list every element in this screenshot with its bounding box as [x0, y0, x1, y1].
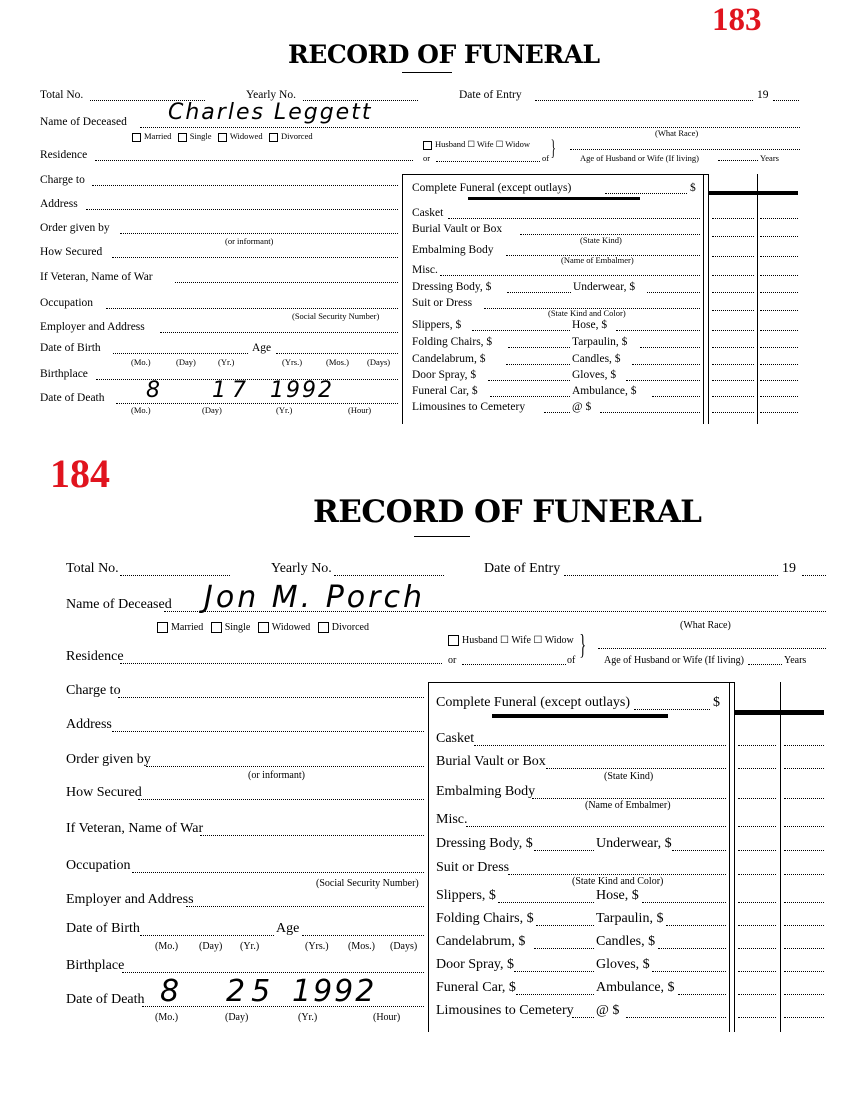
vault-label: Burial Vault or Box: [412, 223, 503, 235]
age-field[interactable]: [276, 353, 398, 354]
charge-to-label: Charge to: [66, 683, 121, 698]
complete-funeral-label: Complete Funeral (except outlays): [412, 182, 572, 194]
residence-field[interactable]: [95, 160, 413, 161]
death-date-field[interactable]: [116, 403, 398, 404]
dressing-label: Dressing Body, $: [436, 836, 533, 851]
date-of-entry-field[interactable]: [564, 575, 778, 576]
limousines-at: @ $: [572, 401, 592, 413]
gloves-field[interactable]: [626, 380, 700, 381]
amount-cell[interactable]: [784, 798, 824, 799]
funeral-car-field[interactable]: [516, 994, 594, 995]
brace: }: [579, 630, 587, 661]
record-form-183: [0, 0, 850, 430]
address-field[interactable]: [112, 731, 424, 732]
dod-day-caption: (Day): [225, 1012, 249, 1023]
amount-cell[interactable]: [738, 1017, 776, 1018]
charge-to-label: Charge to: [40, 174, 85, 186]
dob-day-caption: (Day): [176, 357, 196, 367]
death-month: 8: [146, 378, 160, 403]
misc-field[interactable]: [440, 275, 700, 276]
dressing-field[interactable]: [534, 850, 594, 851]
dod-yr-caption: (Yr.): [276, 405, 293, 415]
funeral-car-field[interactable]: [490, 396, 570, 397]
vault-label: Burial Vault or Box: [436, 754, 546, 769]
amount-cell[interactable]: [738, 971, 776, 972]
age-field[interactable]: [302, 935, 424, 936]
amount-cell[interactable]: [712, 256, 754, 257]
gloves-field[interactable]: [652, 971, 726, 972]
death-date-label: Date of Death: [66, 992, 145, 1007]
chairs-label: Folding Chairs, $: [412, 336, 493, 348]
birth-date-field[interactable]: [113, 353, 248, 354]
widowed-label: Widowed: [271, 622, 311, 633]
suit-label: Suit or Dress: [412, 297, 473, 309]
year-prefix: 19: [782, 561, 796, 576]
residence-label: Residence: [40, 149, 88, 161]
year-prefix: 19: [757, 89, 769, 101]
dob-mo-caption: (Mo.): [155, 941, 179, 952]
spouse-type: [448, 635, 574, 646]
death-day: 25: [226, 974, 277, 1009]
amount-cell[interactable]: [760, 218, 798, 219]
amount-cell[interactable]: [784, 850, 824, 851]
or-label: or: [448, 655, 457, 666]
candelabrum-label: Candelabrum, $: [412, 353, 486, 365]
birthplace-label: Birthplace: [66, 958, 125, 973]
how-secured-field[interactable]: [112, 257, 398, 258]
complete-funeral-field[interactable]: [634, 709, 710, 710]
casket-field[interactable]: [448, 218, 700, 219]
amount-cell[interactable]: [784, 874, 824, 875]
complete-funeral-field[interactable]: [605, 193, 687, 194]
charges-divider-3: [780, 682, 781, 1032]
address-label: Address: [40, 198, 78, 210]
suit-label: Suit or Dress: [436, 860, 510, 875]
amount-cell[interactable]: [784, 994, 824, 995]
residence-field[interactable]: [120, 663, 442, 664]
amount-cell[interactable]: [712, 236, 754, 237]
dressing-field[interactable]: [507, 292, 571, 293]
yearly-no-label: Yearly No.: [246, 89, 296, 101]
amount-cell[interactable]: [712, 380, 754, 381]
ambulance-label: Ambulance, $: [596, 980, 675, 995]
title-underline: [414, 536, 470, 537]
dod-yr-caption: (Yr.): [298, 1012, 318, 1023]
occupation-label: Occupation: [66, 858, 131, 873]
name-field[interactable]: [140, 127, 800, 128]
embalming-field[interactable]: [532, 798, 726, 799]
spouse-age-label: Age of Husband or Wife (If living): [580, 153, 699, 163]
amount-header-bar: [734, 710, 824, 715]
amount-cell[interactable]: [784, 925, 824, 926]
chairs-field[interactable]: [508, 347, 570, 348]
dod-day-caption: (Day): [202, 405, 222, 415]
dod-mo-caption: (Mo.): [155, 1012, 179, 1023]
gloves-label: Gloves, $: [596, 957, 650, 972]
amount-cell[interactable]: [738, 745, 776, 746]
deceased-name: Charles Leggett: [168, 100, 373, 125]
dob-mo-caption: (Mo.): [131, 357, 151, 367]
suit-kind-caption: (State Kind and Color): [572, 876, 664, 887]
hose-field[interactable]: [642, 902, 726, 903]
employer-label: Employer and Address: [66, 892, 194, 907]
husband-checkbox[interactable]: [423, 141, 432, 150]
chairs-label: Folding Chairs, $: [436, 911, 534, 926]
marital-status: [157, 622, 369, 633]
age-days-caption: (Days): [367, 357, 391, 367]
amount-cell[interactable]: [738, 850, 776, 851]
underwear-label: Underwear, $: [573, 281, 636, 293]
tarpaulin-field[interactable]: [666, 925, 726, 926]
veteran-field[interactable]: [175, 282, 398, 283]
page-number: 183: [712, 2, 762, 38]
order-given-label: Order given by: [40, 222, 110, 234]
spouse-type-label: Husband ☐ Wife ☐ Widow: [435, 139, 530, 149]
widowed-label: Widowed: [229, 131, 263, 141]
employer-field[interactable]: [186, 906, 424, 907]
amount-cell[interactable]: [712, 292, 754, 293]
amount-cell[interactable]: [738, 798, 776, 799]
amount-header-bar: [708, 191, 798, 195]
amount-cell[interactable]: [784, 826, 824, 827]
candles-label: Candles, $: [596, 934, 656, 949]
order-given-field[interactable]: [146, 766, 424, 767]
single-checkbox[interactable]: [178, 133, 187, 142]
divorced-label: Divorced: [280, 131, 313, 141]
veteran-label: If Veteran, Name of War: [66, 821, 204, 836]
name-label: Name of Deceased: [40, 116, 127, 128]
amount-cell[interactable]: [712, 396, 754, 397]
limousines-rate-field[interactable]: [626, 1017, 726, 1018]
amount-cell[interactable]: [784, 1017, 824, 1018]
charges-divider-1: [703, 174, 704, 424]
race-field[interactable]: [598, 648, 826, 649]
vault-kind-caption: (State Kind): [604, 771, 654, 782]
funeral-underline: [468, 197, 640, 200]
employer-field[interactable]: [160, 332, 398, 333]
amount-cell[interactable]: [784, 971, 824, 972]
total-no-field[interactable]: [120, 575, 230, 576]
age-mos-caption: (Mos.): [326, 357, 349, 367]
limousines-field[interactable]: [544, 412, 570, 413]
amount-cell[interactable]: [738, 994, 776, 995]
dod-hour-caption: (Hour): [373, 1012, 401, 1023]
casket-label: Casket: [436, 731, 475, 746]
candelabrum-field[interactable]: [534, 948, 594, 949]
charge-to-field[interactable]: [92, 185, 398, 186]
total-no-label: Total No.: [40, 89, 84, 101]
brace: }: [550, 135, 556, 160]
death-year: 1992: [270, 378, 334, 403]
amount-cell[interactable]: [712, 347, 754, 348]
single-label: Single: [224, 622, 251, 633]
married-label: Married: [144, 131, 172, 141]
residence-label: Residence: [66, 649, 124, 664]
amount-cell[interactable]: [760, 275, 798, 276]
ambulance-field[interactable]: [678, 994, 726, 995]
deceased-name: Jon M. Porch: [204, 580, 425, 615]
slippers-label: Slippers, $: [436, 888, 496, 903]
casket-field[interactable]: [474, 745, 726, 746]
limousines-label: Limousines to Cemetery: [436, 1003, 574, 1018]
amount-cell[interactable]: [784, 768, 824, 769]
informant-caption: (or informant): [248, 770, 305, 781]
birthplace-field[interactable]: [122, 972, 424, 973]
charges-divider-2: [708, 174, 709, 424]
spouse-age-field[interactable]: [748, 664, 782, 665]
embalming-label: Embalming Body: [412, 244, 494, 256]
amount-cell[interactable]: [760, 292, 798, 293]
amount-cell[interactable]: [760, 396, 798, 397]
yearly-no-field[interactable]: [334, 575, 444, 576]
years-label: Years: [760, 153, 779, 163]
door-spray-field[interactable]: [488, 380, 570, 381]
charges-left-border: [402, 174, 403, 424]
amount-cell[interactable]: [712, 364, 754, 365]
amount-cell[interactable]: [738, 874, 776, 875]
embalmer-caption: (Name of Embalmer): [561, 255, 634, 265]
dod-mo-caption: (Mo.): [131, 405, 151, 415]
how-secured-label: How Secured: [40, 246, 103, 258]
candelabrum-label: Candelabrum, $: [436, 934, 526, 949]
underwear-label: Underwear, $: [596, 836, 672, 851]
dressing-label: Dressing Body, $: [412, 281, 492, 293]
charge-to-field[interactable]: [118, 697, 424, 698]
embalmer-caption: (Name of Embalmer): [585, 800, 671, 811]
ssn-caption: (Social Security Number): [316, 878, 419, 889]
gloves-label: Gloves, $: [572, 369, 617, 381]
dod-hour-caption: (Hour): [348, 405, 372, 415]
ambulance-field[interactable]: [652, 396, 700, 397]
veteran-label: If Veteran, Name of War: [40, 271, 153, 283]
amount-cell[interactable]: [712, 330, 754, 331]
amount-cell[interactable]: [784, 948, 824, 949]
residence-alt-field[interactable]: [462, 664, 566, 665]
limousines-label: Limousines to Cemetery: [412, 401, 526, 413]
amount-cell[interactable]: [760, 256, 798, 257]
age-yrs-caption: (Yrs.): [282, 357, 303, 367]
order-given-field[interactable]: [120, 233, 398, 234]
occupation-field[interactable]: [132, 872, 424, 873]
door-spray-label: Door Spray, $: [412, 369, 477, 381]
charges-divider-1: [729, 682, 730, 1032]
race-field[interactable]: [570, 149, 800, 150]
funeral-car-label: Funeral Car, $: [436, 980, 516, 995]
amount-cell[interactable]: [760, 330, 798, 331]
date-of-entry-label: Date of Entry: [484, 561, 561, 576]
amount-cell[interactable]: [712, 412, 754, 413]
age-mos-caption: (Mos.): [348, 941, 375, 952]
complete-funeral-label: Complete Funeral (except outlays): [436, 695, 630, 710]
occupation-label: Occupation: [40, 297, 94, 309]
candelabrum-field[interactable]: [506, 364, 570, 365]
spouse-type: [423, 139, 530, 150]
spouse-age-field[interactable]: [718, 160, 758, 161]
amount-cell[interactable]: [760, 412, 798, 413]
death-date-label: Date of Death: [40, 392, 105, 404]
address-field[interactable]: [86, 209, 398, 210]
door-spray-label: Door Spray, $: [436, 957, 515, 972]
yearly-no-label: Yearly No.: [271, 561, 332, 576]
hose-field[interactable]: [616, 330, 700, 331]
candles-label: Candles, $: [572, 353, 621, 365]
title-underline: [402, 72, 452, 73]
dob-day-caption: (Day): [199, 941, 223, 952]
limousines-field[interactable]: [572, 1017, 594, 1018]
ssn-caption: (Social Security Number): [292, 311, 380, 321]
married-checkbox[interactable]: [157, 622, 168, 633]
amount-cell[interactable]: [760, 310, 798, 311]
suit-kind-caption: (State Kind and Color): [548, 308, 626, 318]
tarpaulin-field[interactable]: [640, 347, 700, 348]
death-year: 1992: [292, 974, 377, 1009]
employer-label: Employer and Address: [40, 321, 145, 333]
spouse-type-label: Husband ☐ Wife ☐ Widow: [462, 635, 574, 646]
how-secured-field[interactable]: [138, 799, 424, 800]
amount-cell[interactable]: [784, 902, 824, 903]
age-label: Age: [252, 342, 272, 354]
slippers-field[interactable]: [498, 902, 594, 903]
limousines-rate-field[interactable]: [600, 412, 700, 413]
single-checkbox[interactable]: [211, 622, 222, 633]
amount-cell[interactable]: [738, 768, 776, 769]
year-field[interactable]: [802, 575, 826, 576]
marital-status: [132, 131, 313, 142]
year-field[interactable]: [773, 100, 799, 101]
veteran-field[interactable]: [200, 835, 424, 836]
death-month: 8: [160, 974, 180, 1009]
married-checkbox[interactable]: [132, 133, 141, 142]
funeral-car-label: Funeral Car, $: [412, 385, 478, 397]
divorced-label: Divorced: [331, 622, 369, 633]
charges-top-border: [428, 682, 734, 683]
suit-field[interactable]: [508, 874, 726, 875]
birth-date-label: Date of Birth: [40, 342, 101, 354]
ambulance-label: Ambulance, $: [572, 385, 637, 397]
form-title: RECORD OF FUNERAL: [288, 40, 600, 69]
age-label: Age: [276, 921, 300, 936]
casket-label: Casket: [412, 207, 444, 219]
divorced-checkbox[interactable]: [318, 622, 329, 633]
order-given-label: Order given by: [66, 752, 151, 767]
race-caption: (What Race): [680, 620, 731, 631]
or-label: or: [423, 153, 431, 163]
amount-cell[interactable]: [712, 310, 754, 311]
date-of-entry-label: Date of Entry: [459, 89, 522, 101]
vault-kind-caption: (State Kind): [580, 235, 622, 245]
amount-cell[interactable]: [784, 745, 824, 746]
vault-field[interactable]: [546, 768, 726, 769]
amount-cell[interactable]: [760, 380, 798, 381]
married-label: Married: [171, 622, 204, 633]
spouse-age-label: Age of Husband or Wife (If living): [604, 655, 744, 666]
misc-label: Misc.: [412, 264, 438, 276]
record-form-184: [0, 430, 850, 1100]
race-caption: (What Race): [655, 128, 699, 138]
age-yrs-caption: (Yrs.): [305, 941, 329, 952]
limousines-at: @ $: [596, 1003, 620, 1018]
informant-caption: (or informant): [225, 236, 274, 246]
misc-field[interactable]: [466, 826, 726, 827]
death-day: 17: [212, 378, 252, 403]
birth-date-label: Date of Birth: [66, 921, 140, 936]
address-label: Address: [66, 717, 112, 732]
divorced-checkbox[interactable]: [269, 133, 278, 142]
complete-funeral-dollar: $: [713, 695, 720, 710]
amount-cell[interactable]: [738, 925, 776, 926]
candles-field[interactable]: [632, 364, 700, 365]
charges-divider-2: [734, 682, 735, 1032]
candles-field[interactable]: [658, 948, 726, 949]
slippers-field[interactable]: [472, 330, 570, 331]
door-spray-field[interactable]: [514, 971, 594, 972]
birthplace-label: Birthplace: [40, 368, 88, 380]
underwear-field[interactable]: [672, 850, 726, 851]
amount-cell[interactable]: [738, 826, 776, 827]
amount-cell[interactable]: [712, 275, 754, 276]
hose-label: Hose, $: [596, 888, 639, 903]
complete-funeral-dollar: $: [690, 182, 696, 194]
charges-divider-3: [757, 174, 758, 424]
single-label: Single: [189, 131, 212, 141]
residence-alt-field[interactable]: [436, 161, 540, 162]
amount-cell[interactable]: [738, 948, 776, 949]
charges-top-border: [402, 174, 708, 175]
amount-cell[interactable]: [760, 364, 798, 365]
amount-cell[interactable]: [712, 218, 754, 219]
page-number: 184: [50, 451, 110, 496]
slippers-label: Slippers, $: [412, 319, 462, 331]
charges-left-border: [428, 682, 429, 1032]
how-secured-label: How Secured: [66, 785, 142, 800]
form-title: RECORD OF FUNERAL: [313, 494, 702, 530]
age-days-caption: (Days): [390, 941, 418, 952]
of-label: of: [542, 153, 550, 163]
amount-cell[interactable]: [760, 236, 798, 237]
birth-date-field[interactable]: [140, 935, 274, 936]
tarpaulin-label: Tarpaulin, $: [596, 911, 664, 926]
chairs-field[interactable]: [536, 925, 594, 926]
occupation-field[interactable]: [106, 308, 398, 309]
husband-checkbox[interactable]: [448, 635, 459, 646]
name-label: Name of Deceased: [66, 597, 172, 612]
dob-yr-caption: (Yr.): [240, 941, 260, 952]
total-no-label: Total No.: [66, 561, 119, 576]
widowed-checkbox[interactable]: [258, 622, 269, 633]
death-date-field[interactable]: [142, 1006, 424, 1007]
misc-label: Misc.: [436, 812, 468, 827]
widowed-checkbox[interactable]: [218, 133, 227, 142]
amount-cell[interactable]: [738, 902, 776, 903]
dob-yr-caption: (Yr.): [218, 357, 235, 367]
tarpaulin-label: Tarpaulin, $: [572, 336, 628, 348]
underwear-field[interactable]: [647, 292, 700, 293]
hose-label: Hose, $: [572, 319, 608, 331]
amount-cell[interactable]: [760, 347, 798, 348]
of-label: of: [567, 655, 576, 666]
embalming-label: Embalming Body: [436, 784, 536, 799]
funeral-underline: [492, 714, 668, 718]
date-of-entry-field[interactable]: [535, 100, 753, 101]
years-label: Years: [784, 655, 807, 666]
